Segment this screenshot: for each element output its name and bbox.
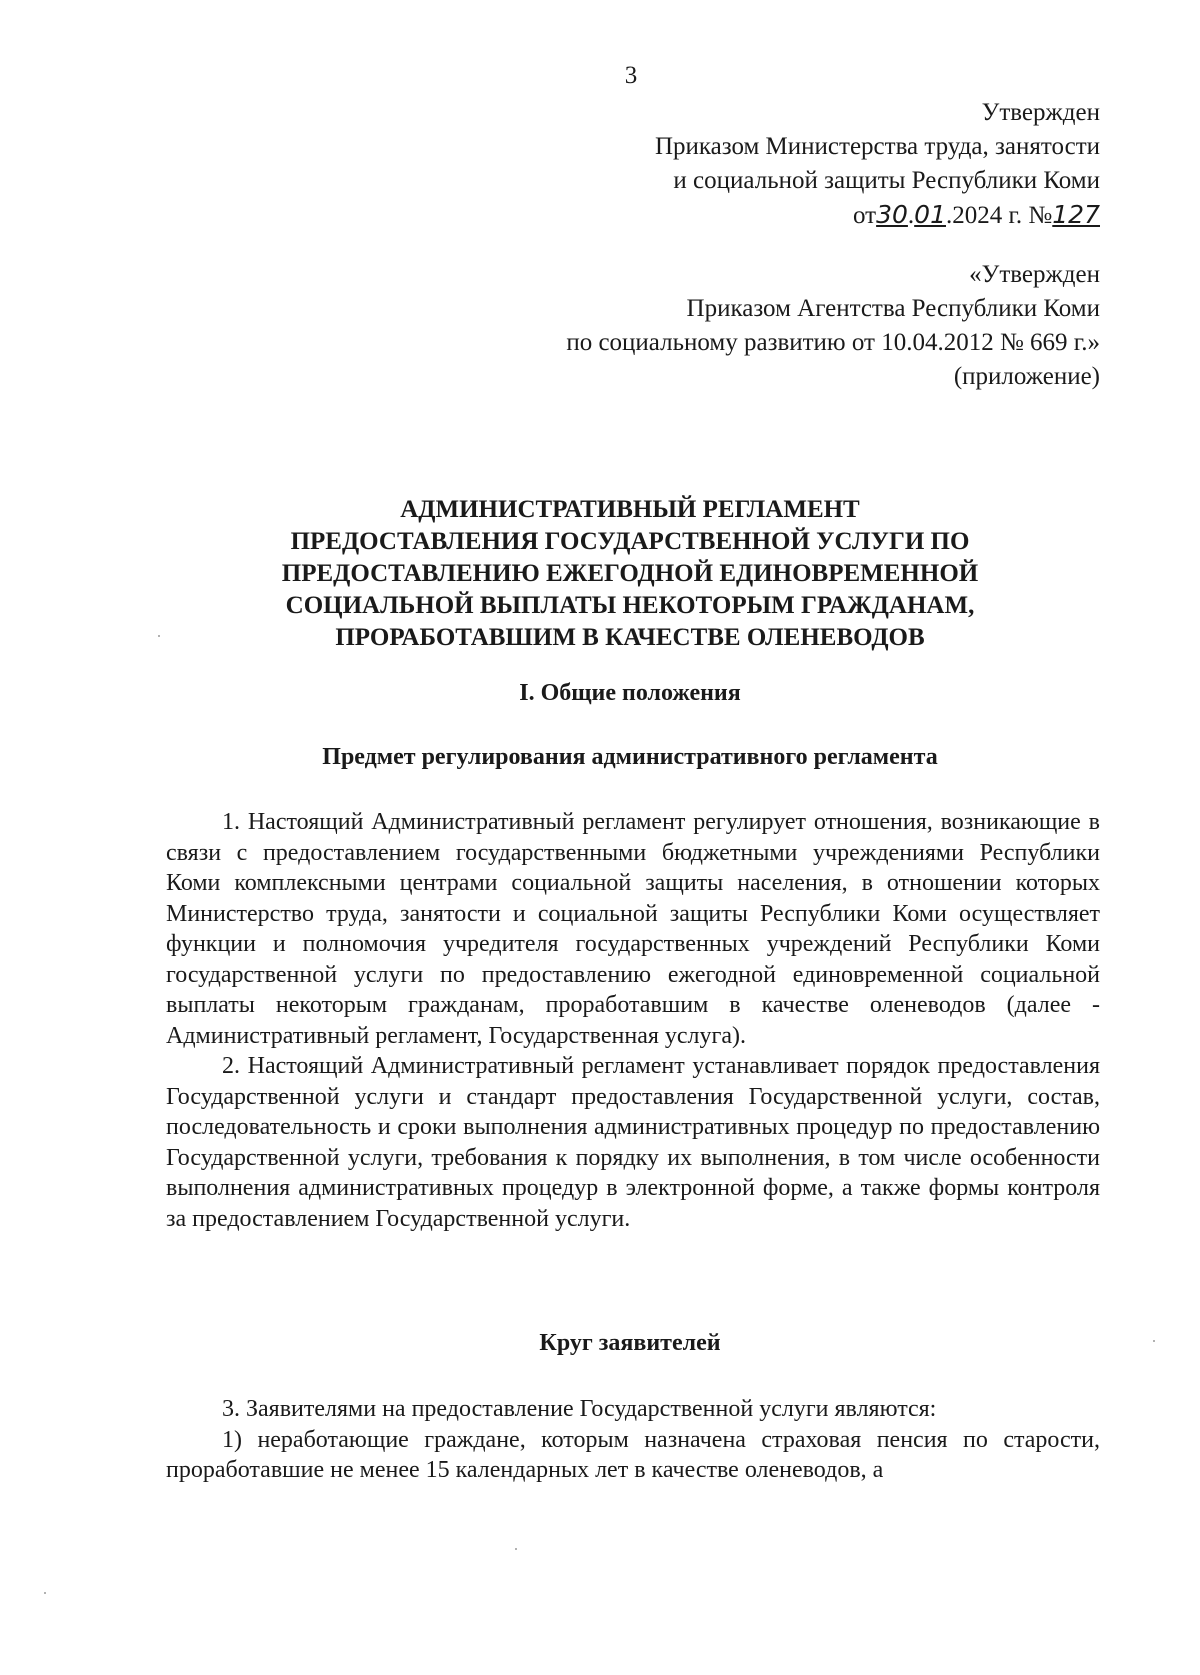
scan-speck bbox=[1153, 1340, 1155, 1342]
approval-stamp-previous bbox=[566, 258, 1100, 394]
paragraph: 1) неработающие граждане, которым назначена страховая пенсия по старости, проработавшие не менее 15 календарных лет в качестве оленеводов, а bbox=[166, 1426, 1100, 1483]
approval-line: Приказом Агентства Республики Коми bbox=[686, 295, 1100, 322]
body-paragraphs bbox=[166, 807, 1100, 1234]
date-year: .2024 г. № bbox=[945, 202, 1053, 229]
title-line: СОЦИАЛЬНОЙ ВЫПЛАТЫ НЕКОТОРЫМ ГРАЖДАНАМ, bbox=[285, 592, 975, 619]
approval-line: и социальной защиты Республики Коми bbox=[673, 167, 1100, 194]
title-line: ПРОРАБОТАВШИМ В КАЧЕСТВЕ ОЛЕНЕВОДОВ bbox=[335, 624, 925, 651]
scan-speck bbox=[515, 1548, 517, 1550]
title-line: АДМИНИСТРАТИВНЫЙ РЕГЛАМЕНТ bbox=[400, 496, 860, 523]
approval-date-line bbox=[655, 198, 1100, 233]
approval-line: «Утвержден bbox=[969, 261, 1100, 288]
paragraph: 3. Заявителями на предоставление Государственной услуги являются: bbox=[222, 1396, 937, 1422]
approval-stamp-current bbox=[655, 96, 1100, 233]
approval-line: (приложение) bbox=[953, 363, 1100, 390]
paragraph: 2. Настоящий Административный регламент устанавливает порядок предоставления Государственной услуги и стандарт предоставления Государственной услуги, состав, последовательность и сроки выполнения административных процедур по предоставлению Государственной услуги, требования к порядку их выполнения, в том числе особенности выполнения административных процедур в электронной форме, а также формы контроля за предоставлением Государственной услуги. bbox=[166, 1053, 1100, 1232]
page-number: 3 bbox=[624, 62, 638, 89]
approval-line: по социальному развитию от 10.04.2012 № 669 г.» bbox=[566, 329, 1100, 356]
applicants-heading: Круг заявителей bbox=[539, 1330, 721, 1356]
title-line: ПРЕДОСТАВЛЕНИЮ ЕЖЕГОДНОЙ ЕДИНОВРЕМЕННОЙ bbox=[281, 560, 979, 587]
date-separator: . bbox=[907, 202, 915, 229]
document-title bbox=[160, 494, 1100, 654]
scan-speck bbox=[44, 1592, 46, 1594]
approval-line: Приказом Министерства труда, занятости bbox=[654, 133, 1100, 160]
approval-line: Утвержден bbox=[981, 99, 1100, 126]
handwritten-number: 127 bbox=[1052, 200, 1100, 229]
handwritten-day: 30 bbox=[876, 200, 908, 229]
section-heading: I. Общие положения bbox=[519, 680, 741, 706]
paragraph: 1. Настоящий Административный регламент регулирует отношения, возникающие в связи с предоставлением государственными бюджетными учреждениями Республики Коми комплексными центрами социальной защиты населения, в отношении которых Министерство труда, занятости и социальной защиты Республики Коми осуществляет функции и полномочия учредителя государственных учреждений Республики Коми государственной услуги по предоставлению ежегодной единовременной социальной выплаты некоторым гражданам, проработавшим в качестве оленеводов (далее - Административный регламент, Государственная услуга). bbox=[166, 809, 1100, 1049]
date-prefix: от bbox=[853, 202, 877, 229]
body-paragraphs bbox=[166, 1394, 1100, 1486]
handwritten-month: 01 bbox=[914, 200, 946, 229]
scan-speck bbox=[158, 635, 160, 637]
subject-heading: Предмет регулирования административного регламента bbox=[322, 744, 938, 770]
title-line: ПРЕДОСТАВЛЕНИЯ ГОСУДАРСТВЕННОЙ УСЛУГИ ПО bbox=[290, 528, 970, 555]
